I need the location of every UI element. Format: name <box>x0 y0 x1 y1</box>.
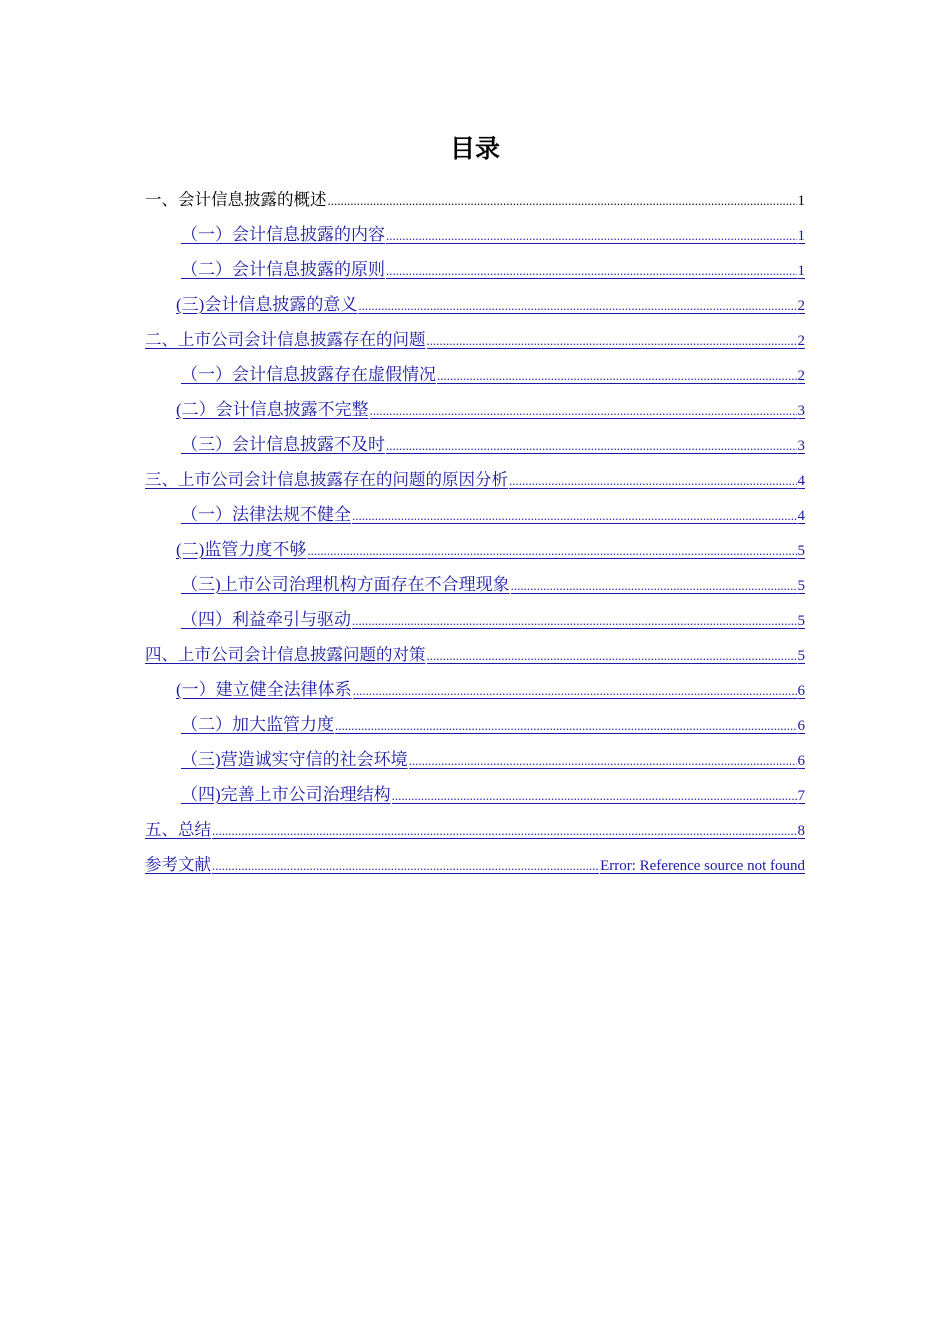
toc-entry-label: 四、上市公司会计信息披露问题的对策 <box>145 645 426 664</box>
toc-entry[interactable] <box>145 392 805 427</box>
dot-leader <box>386 253 797 288</box>
toc-entry-label: （一）会计信息披露存在虚假情况 <box>181 365 436 384</box>
toc-title: 目录 <box>449 134 500 163</box>
toc-entry[interactable] <box>145 567 805 602</box>
toc-page-number: 5 <box>797 648 805 664</box>
dot-leader <box>307 533 796 568</box>
toc-page-number: Error: Reference source not found <box>600 858 805 874</box>
dot-leader <box>386 218 797 253</box>
toc-page-number: 5 <box>797 578 805 594</box>
toc-page-number: 4 <box>797 508 805 524</box>
table-of-contents <box>145 182 805 882</box>
toc-entry-label: （一）会计信息披露的内容 <box>181 225 385 244</box>
toc-page-number: 6 <box>797 683 805 699</box>
toc-entry-label: （三）会计信息披露不及时 <box>181 435 385 454</box>
toc-entry[interactable] <box>145 812 805 847</box>
toc-entry[interactable] <box>145 182 805 217</box>
dot-leader <box>352 603 797 638</box>
toc-page-number: 2 <box>797 298 805 314</box>
toc-entry[interactable] <box>145 637 805 672</box>
toc-page-number: 3 <box>797 403 805 419</box>
toc-entry[interactable] <box>145 847 805 882</box>
toc-entry[interactable] <box>145 322 805 357</box>
toc-entry[interactable] <box>145 672 805 707</box>
dot-leader <box>392 778 797 813</box>
dot-leader <box>511 568 797 603</box>
dot-leader <box>212 813 797 848</box>
toc-page-number: 2 <box>797 368 805 384</box>
toc-page-number: 6 <box>797 753 805 769</box>
toc-entry[interactable] <box>145 217 805 252</box>
toc-page-number: 8 <box>797 823 805 839</box>
dot-leader <box>328 183 797 218</box>
toc-entry[interactable] <box>145 742 805 777</box>
toc-entry-label: 五、总结 <box>145 820 211 839</box>
dot-leader <box>353 673 797 708</box>
toc-entry-label: (二)监管力度不够 <box>176 540 307 559</box>
toc-page-number: 5 <box>797 613 805 629</box>
toc-page-number: 3 <box>797 438 805 454</box>
toc-entry-label: (二）会计信息披露不完整 <box>176 400 369 419</box>
toc-page-number: 5 <box>797 543 805 559</box>
toc-entry[interactable] <box>145 462 805 497</box>
toc-entry-label: （二）会计信息披露的原则 <box>181 260 385 279</box>
dot-leader <box>352 498 797 533</box>
toc-entry-label: 一、会计信息披露的概述 <box>145 190 327 209</box>
toc-entry[interactable] <box>145 602 805 637</box>
toc-page-number: 1 <box>797 193 805 209</box>
toc-entry[interactable] <box>145 252 805 287</box>
toc-entry[interactable] <box>145 777 805 812</box>
toc-page-number: 6 <box>797 718 805 734</box>
dot-leader <box>370 393 797 428</box>
toc-entry[interactable] <box>145 707 805 742</box>
dot-leader <box>427 638 797 673</box>
toc-entry-label: （四）利益牵引与驱动 <box>181 610 351 629</box>
dot-leader <box>358 288 796 323</box>
toc-entry-label: （四)完善上市公司治理结构 <box>181 785 391 804</box>
toc-page-number: 4 <box>797 473 805 489</box>
toc-entry-label: （三)营造诚实守信的社会环境 <box>181 750 408 769</box>
dot-leader <box>335 708 797 743</box>
dot-leader <box>437 358 797 393</box>
toc-entry[interactable] <box>145 287 805 322</box>
toc-entry-label: （三)上市公司治理机构方面存在不合理现象 <box>181 575 510 594</box>
toc-entry-label: 三、上市公司会计信息披露存在的问题的原因分析 <box>145 470 508 489</box>
toc-page-number: 1 <box>797 263 805 279</box>
toc-entry-label: （二）加大监管力度 <box>181 715 334 734</box>
toc-entry-label: (三)会计信息披露的意义 <box>176 295 358 314</box>
toc-entry-label: 二、上市公司会计信息披露存在的问题 <box>145 330 426 349</box>
toc-entry-label: (一）建立健全法律体系 <box>176 680 352 699</box>
toc-page-number: 7 <box>797 788 805 804</box>
toc-entry[interactable] <box>145 497 805 532</box>
dot-leader <box>509 463 797 498</box>
toc-entry[interactable] <box>145 357 805 392</box>
dot-leader <box>212 848 599 883</box>
toc-entry[interactable] <box>145 532 805 567</box>
toc-page-number: 1 <box>797 228 805 244</box>
dot-leader <box>386 428 797 463</box>
toc-page-number: 2 <box>797 333 805 349</box>
dot-leader <box>427 323 797 358</box>
toc-entry-label: 参考文献 <box>145 855 211 874</box>
dot-leader <box>409 743 797 778</box>
toc-entry[interactable] <box>145 427 805 462</box>
toc-entry-label: （一）法律法规不健全 <box>181 505 351 524</box>
